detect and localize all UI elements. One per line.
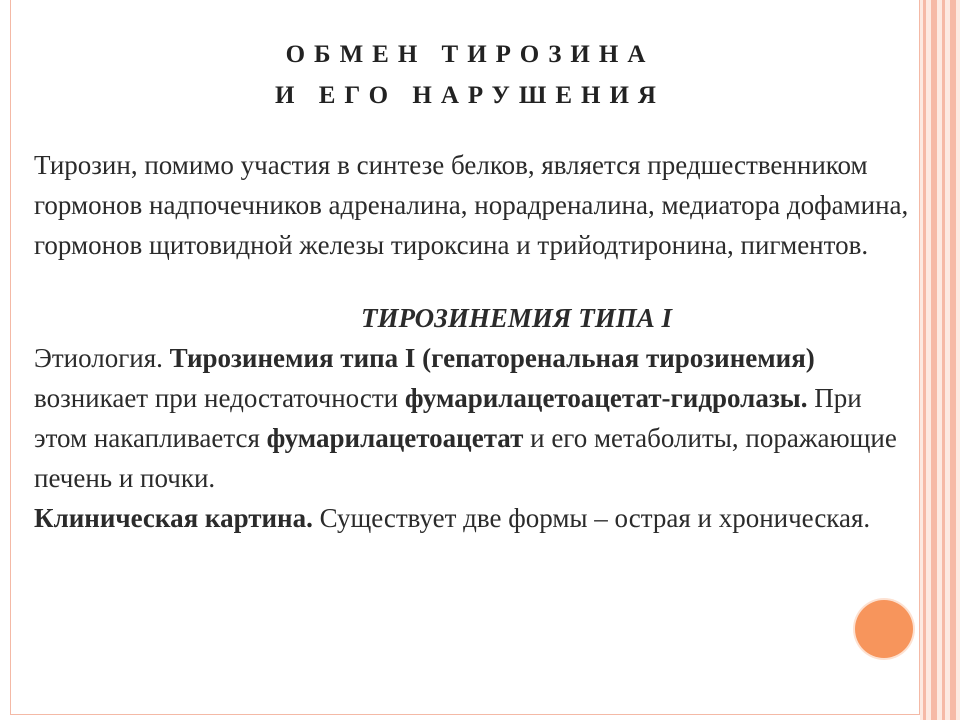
clinic-label: Клиническая картина.	[34, 503, 313, 533]
etiology-text-2: При этом накапливается	[34, 383, 862, 453]
intro-paragraph: Тирозин, помимо участия в синтезе белков, является предшественником гормонов надпочечников адреналина, норадреналина, медиатора дофамина, гормонов щитовидной железы тироксина и трийодтиронина, пигментов.	[34, 150, 909, 260]
slide-title-line2: И ЕГО НАРУШЕНИЯ	[275, 82, 665, 109]
slide-title	[0, 34, 940, 116]
slide-title-line1: ОБМЕН ТИРОЗИНА	[285, 41, 655, 68]
etiology-text-1: возникает при недостаточности	[34, 383, 405, 413]
etiology-paragraph	[34, 338, 914, 498]
etiology-bold-substrate: фумарилацетоацетат	[266, 423, 524, 453]
section-heading: ТИРОЗИНЕМИЯ ТИПА I	[360, 303, 672, 333]
etiology-text-3: и его метаболиты, поражающие печень и почки.	[34, 423, 897, 493]
clinic-text: Существует две формы – острая и хроническая.	[312, 503, 871, 533]
etiology-bold-disease: Тирозинемия типа I (гепаторенальная тирозинемия)	[169, 343, 815, 373]
slide-body	[34, 145, 914, 538]
clinic-paragraph	[34, 498, 914, 538]
etiology-label: Этиология.	[34, 343, 163, 373]
decorative-circle	[855, 600, 913, 658]
etiology-bold-enzyme: фумарилацетоацетат-гидролазы.	[404, 383, 808, 413]
